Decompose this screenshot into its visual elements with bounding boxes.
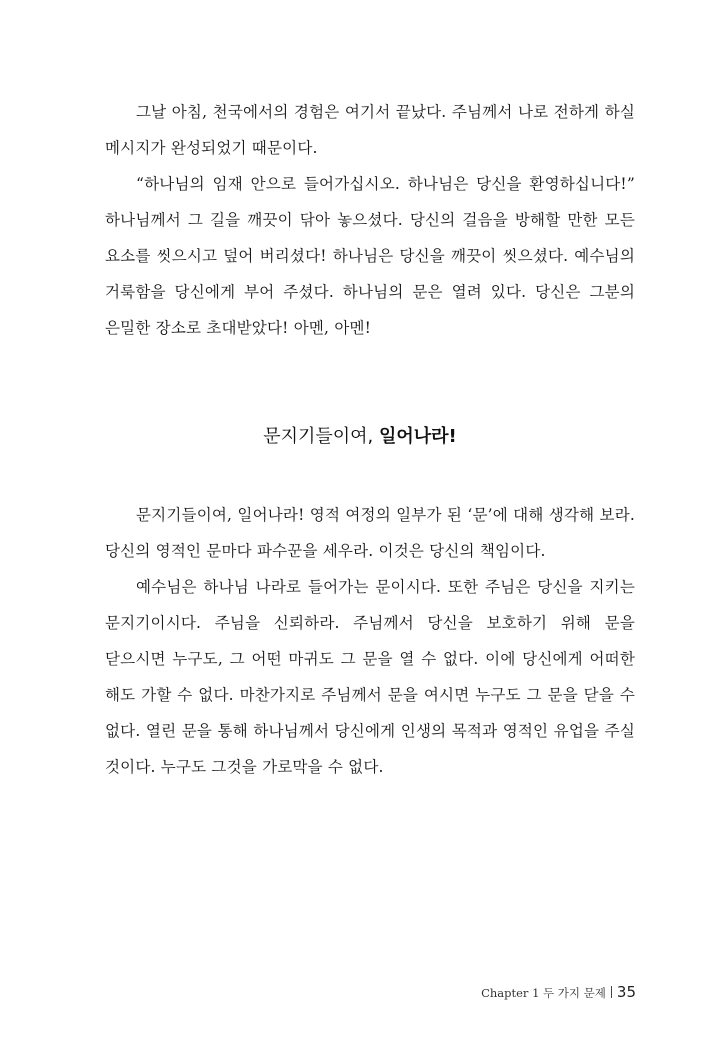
page-number: 35	[616, 983, 636, 1001]
footer-chapter: Chapter 1	[481, 986, 540, 1000]
paragraph: 문지기들이여, 일어나라! 영적 여정의 일부가 된 ‘문’에 대해 생각해 보라. 당신의 영적인 문마다 파수꾼을 세우라. 이것은 당신의 책임이다.	[105, 506, 635, 560]
paragraph: 예수님은 하나님 나라로 들어가는 문이시다. 또한 주님은 당신을 지키는 문지기이시다. 주님을 신뢰하라. 주님께서 당신을 보호하기 위해 문을 닫으시면 누구도, 그 어떤 마귀도 그 문을 열 수 없다. 이에 당신에게 어떠한 해도 가할 수 없다. 마찬가지로 주님께서 문을 여시면 누구도 그 문을 닫을 수 없다. 열린 문을 통해 하나님께서 당신에게 인생의 목적과 영적인 유업을 주실 것이다. 누구도 그것을 가로막을 수 없다.	[105, 578, 635, 776]
body-section-2	[105, 497, 635, 785]
paragraph: “하나님의 임재 안으로 들어가십시오. 하나님은 당신을 환영하십니다!” 하나님께서 그 길을 깨끗이 닦아 놓으셨다. 당신의 걸음을 방해할 만한 모든 요소를 씻으시고 덮어 버리셨다! 하나님은 당신을 깨끗이 씻으셨다. 예수님의 거룩함을 당신에게 부어 주셨다. 하나님의 문은 열려 있다. 당신은 그분의 은밀한 장소로 초대받았다! 아멘, 아멘!	[105, 175, 635, 337]
page-footer	[481, 983, 636, 1002]
footer-chapter-title: 두 가지 문제	[543, 986, 606, 1000]
section-heading-regular: 문지기들이여,	[263, 426, 379, 447]
section-heading	[0, 423, 720, 451]
section-heading-bold: 일어나라!	[379, 426, 457, 447]
body-section-1	[105, 94, 635, 346]
paragraph: 그날 아침, 천국에서의 경험은 여기서 끝났다. 주님께서 나로 전하게 하실 메시지가 완성되었기 때문이다.	[105, 103, 635, 157]
footer-divider	[611, 986, 612, 998]
